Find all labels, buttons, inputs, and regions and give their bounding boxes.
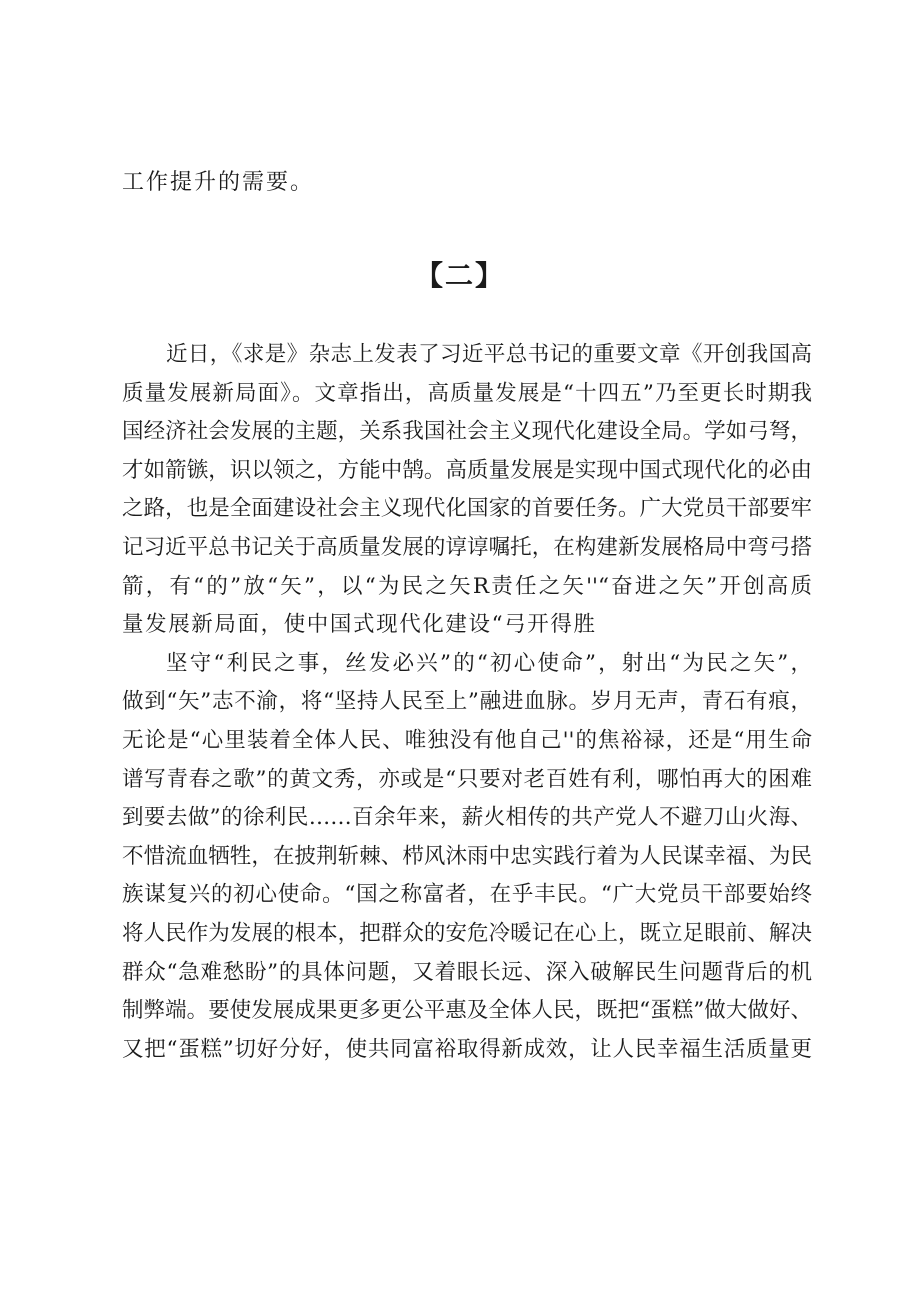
paragraph-2-line: 到要去做”的徐利民……百余年来，薪火相传的共产党人不避刀山火海、 <box>122 805 812 831</box>
paragraph-1-line: 箭，有“的”放“矢”，以“为民之矢R责任之矢''“奋进之矢”开创高质 <box>122 573 812 599</box>
section-heading: 【二】 <box>414 259 505 292</box>
paragraph-2-line: 群众“急难愁盼”的具体问题，又着眼长远、深入破解民生问题背后的机 <box>122 959 812 985</box>
paragraph-2-line: 又把“蛋糕”切好分好，使共同富裕取得新成效，让人民幸福生活质量更 <box>122 1036 812 1062</box>
article-body <box>122 336 812 1069</box>
paragraph-2-line: 不惜流血牺牲，在披荆斩棘、栉风沐雨中忠实践行着为人民谋幸福、为民 <box>122 843 812 869</box>
previous-paragraph-tail: 工作提升的需要。 <box>122 170 315 195</box>
paragraph-1-line: 之路，也是全面建设社会主义现代化国家的首要任务。广大党员干部要牢 <box>122 496 812 522</box>
paragraph-1-line: 量发展新局面，使中国式现代化建设“弓开得胜 <box>122 612 597 638</box>
paragraph-1-line: 记习近平总书记关于高质量发展的谆谆嘱托，在构建新发展格局中弯弓搭 <box>122 534 812 560</box>
paragraph-1-line: 近日，《求是》杂志上发表了习近平总书记的重要文章《开创我国高 <box>166 342 812 367</box>
paragraph-2-line: 制弊端。要使发展成果更多更公平惠及全体人民，既把“蛋糕”做大做好、 <box>122 998 812 1024</box>
paragraph-2-line: 坚守“利民之事，丝发必兴”的“初心使命”，射出“为民之矢”， <box>166 650 812 676</box>
paragraph-1-line: 才如箭镞，识以领之，方能中鹄。高质量发展是实现中国式现代化的必由 <box>122 457 812 483</box>
paragraph-2-line: 无论是“心里装着全体人民、唯独没有他自己''的焦裕禄，还是“用生命 <box>122 727 812 753</box>
paragraph-2-line: 将人民作为发展的根本，把群众的安危冷暖记在心上，既立足眼前、解决 <box>122 920 812 946</box>
paragraph-1-line: 质量发展新局面》。文章指出，高质量发展是“十四五”乃至更长时期我 <box>122 380 812 406</box>
paragraph-2-line: 做到“矢”志不渝，将“坚持人民至上”融进血脉。岁月无声，青石有痕， <box>122 689 812 715</box>
paragraph-2-line: 谱写青春之歌”的黄文秀，亦或是“只要对老百姓有利，哪怕再大的困难 <box>122 766 812 792</box>
paragraph-2-line: 族谋复兴的初心使命。“国之称富者，在乎丰民。“广大党员干部要始终 <box>122 882 812 908</box>
paragraph-1-line: 国经济社会发展的主题，关系我国社会主义现代化建设全局。学如弓弩， <box>122 419 812 445</box>
